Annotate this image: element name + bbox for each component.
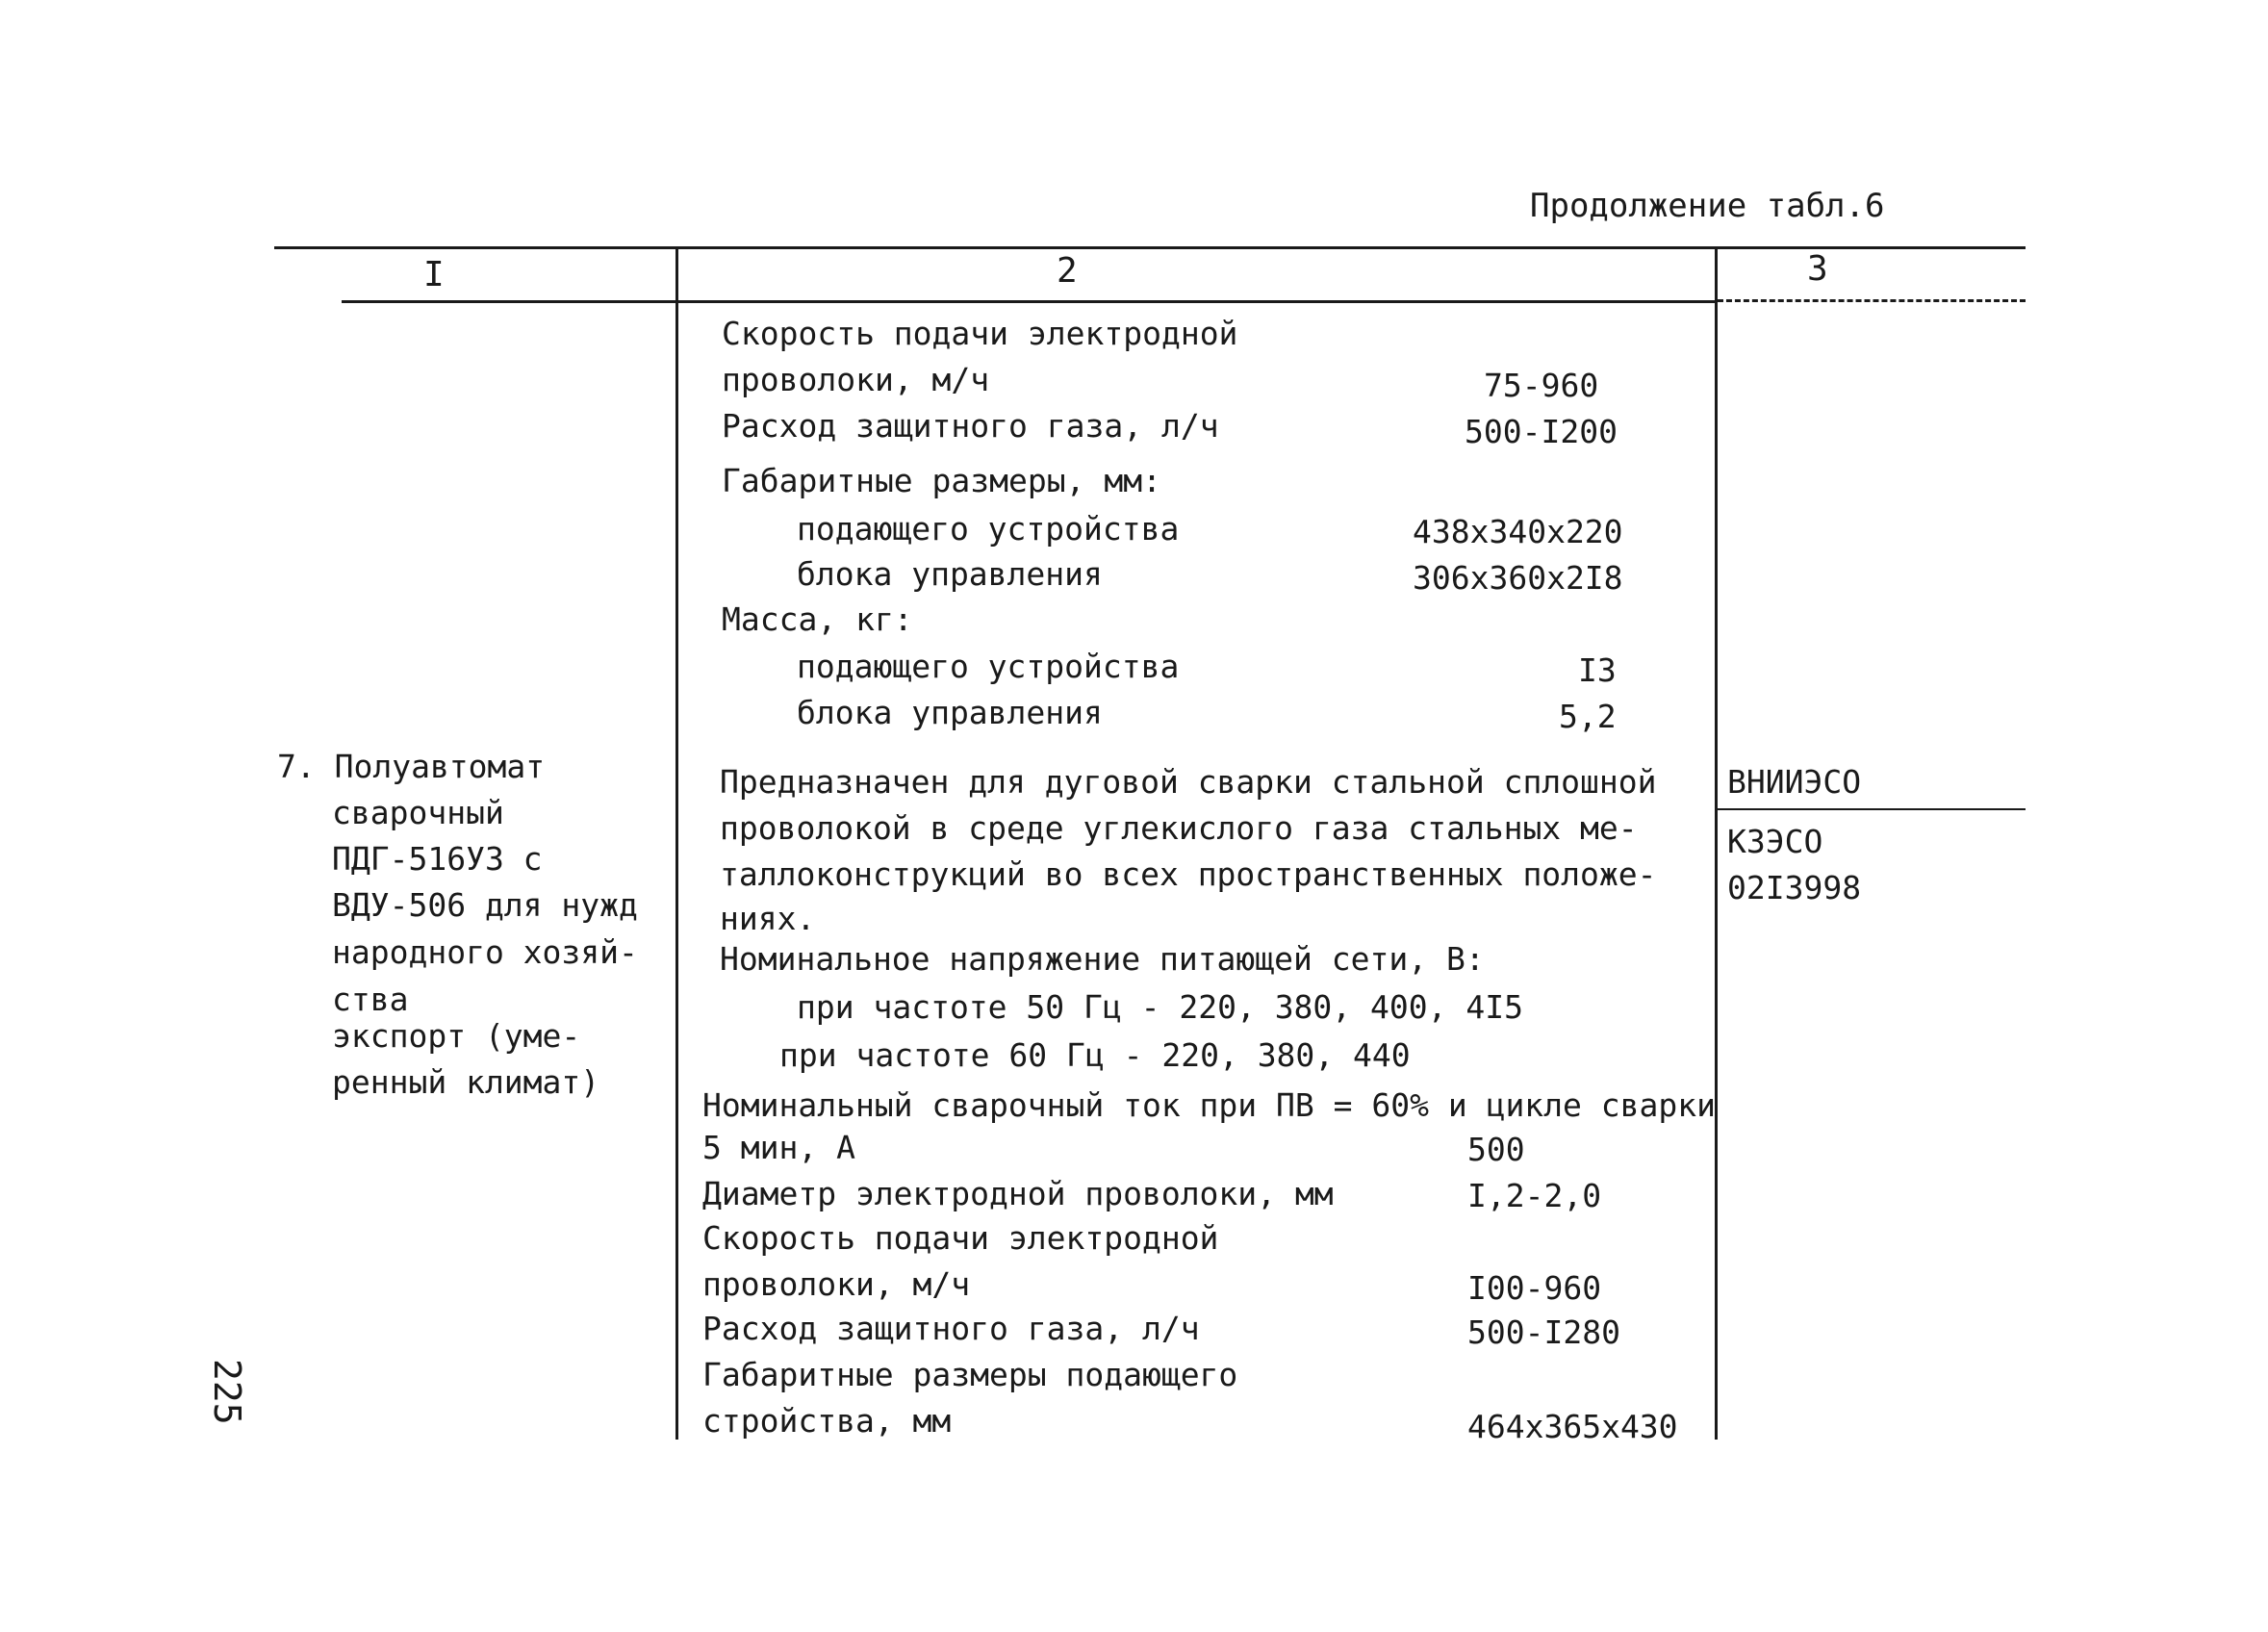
column-divider-2-3 xyxy=(1715,246,1718,1440)
col2-top-value: 500-I200 xyxy=(1465,413,1618,450)
col2-top-label: Скорость подачи электродной xyxy=(722,315,1238,352)
dims-label-2: стройства, мм xyxy=(702,1402,952,1440)
product-code: 02I3998 xyxy=(1727,869,1862,906)
col1-line: ства xyxy=(332,981,409,1018)
voltage-60hz: при частоте 60 Гц - 220, 380, 440 xyxy=(779,1036,1411,1074)
gas-label: Расход защитного газа, л/ч xyxy=(702,1310,1200,1347)
dims-label-1: Габаритные размеры подающего xyxy=(702,1356,1238,1393)
col3-divider-rule xyxy=(1718,808,2026,810)
col2-top-label: Габаритные размеры, мм: xyxy=(722,462,1161,499)
diameter-value: I,2-2,0 xyxy=(1467,1177,1602,1214)
col1-line: сварочный xyxy=(332,794,504,831)
col1-line: 7. Полуавтомат xyxy=(277,748,546,785)
dims-value: 464х365х430 xyxy=(1467,1408,1678,1445)
header-top-rule xyxy=(274,246,2026,249)
col1-line: народного хозяй- xyxy=(332,933,638,971)
current-unit: 5 мин, А xyxy=(702,1129,855,1166)
col1-line: ПДГ-516УЗ с xyxy=(332,840,543,878)
col2-top-value: 75-960 xyxy=(1484,367,1599,404)
col2-top-label: блока управления xyxy=(797,555,1103,593)
table-caption: Продолжение табл.6 xyxy=(1530,187,1885,225)
current-label: Номинальный сварочный ток при ПВ = 60% и цикле сварки xyxy=(702,1086,1716,1124)
speed-label-2: проволоки, м/ч xyxy=(702,1265,971,1303)
col1-line: ВДУ-506 для нужд xyxy=(332,886,638,924)
col2-top-value: I3 xyxy=(1578,651,1617,689)
col2-top-value: 306х360х2I8 xyxy=(1413,559,1623,597)
manufacturer: КЗЭСО xyxy=(1727,823,1823,860)
col2-top-label: блока управления xyxy=(797,694,1103,731)
col2-top-label: Масса, кг: xyxy=(722,600,913,638)
column-divider-1-2 xyxy=(675,246,678,1440)
speed-value: I00-960 xyxy=(1467,1269,1602,1307)
col2-top-label: подающего устройства xyxy=(797,648,1180,685)
speed-label-1: Скорость подачи электродной xyxy=(702,1219,1219,1257)
column-header-1: I xyxy=(423,255,445,294)
developer: ВНИИЭСО xyxy=(1727,763,1862,801)
voltage-label: Номинальное напряжение питающей сети, В: xyxy=(720,940,1485,978)
col2-top-label: подающего устройства xyxy=(797,510,1180,548)
header-bottom-rule xyxy=(342,300,1718,303)
col2-top-value: 438х340х220 xyxy=(1413,513,1623,550)
purpose-line: ниях. xyxy=(720,900,816,937)
col1-line: экспорт (уме- xyxy=(332,1017,581,1055)
purpose-line: Предназначен для дуговой сварки стальной сплошной xyxy=(720,763,1657,801)
diameter-label: Диаметр электродной проволоки, мм xyxy=(702,1175,1334,1212)
col2-top-value: 5,2 xyxy=(1559,698,1617,735)
page-number: 225 xyxy=(206,1359,248,1425)
column-header-3: 3 xyxy=(1807,249,1828,289)
voltage-50hz: при частоте 50 Гц - 220, 380, 400, 4I5 xyxy=(797,988,1523,1026)
current-value: 500 xyxy=(1467,1131,1525,1168)
col2-top-label: Расход защитного газа, л/ч xyxy=(722,407,1219,445)
header-bottom-rule-col3 xyxy=(1718,299,2026,302)
column-header-2: 2 xyxy=(1057,251,1078,291)
col1-line: ренный климат) xyxy=(332,1063,600,1101)
gas-value: 500-I280 xyxy=(1467,1313,1620,1351)
col2-top-label: проволоки, м/ч xyxy=(722,361,990,398)
purpose-line: таллоконструкций во всех пространственных положе- xyxy=(720,855,1657,893)
purpose-line: проволокой в среде углекислого газа стальных ме- xyxy=(720,809,1638,847)
